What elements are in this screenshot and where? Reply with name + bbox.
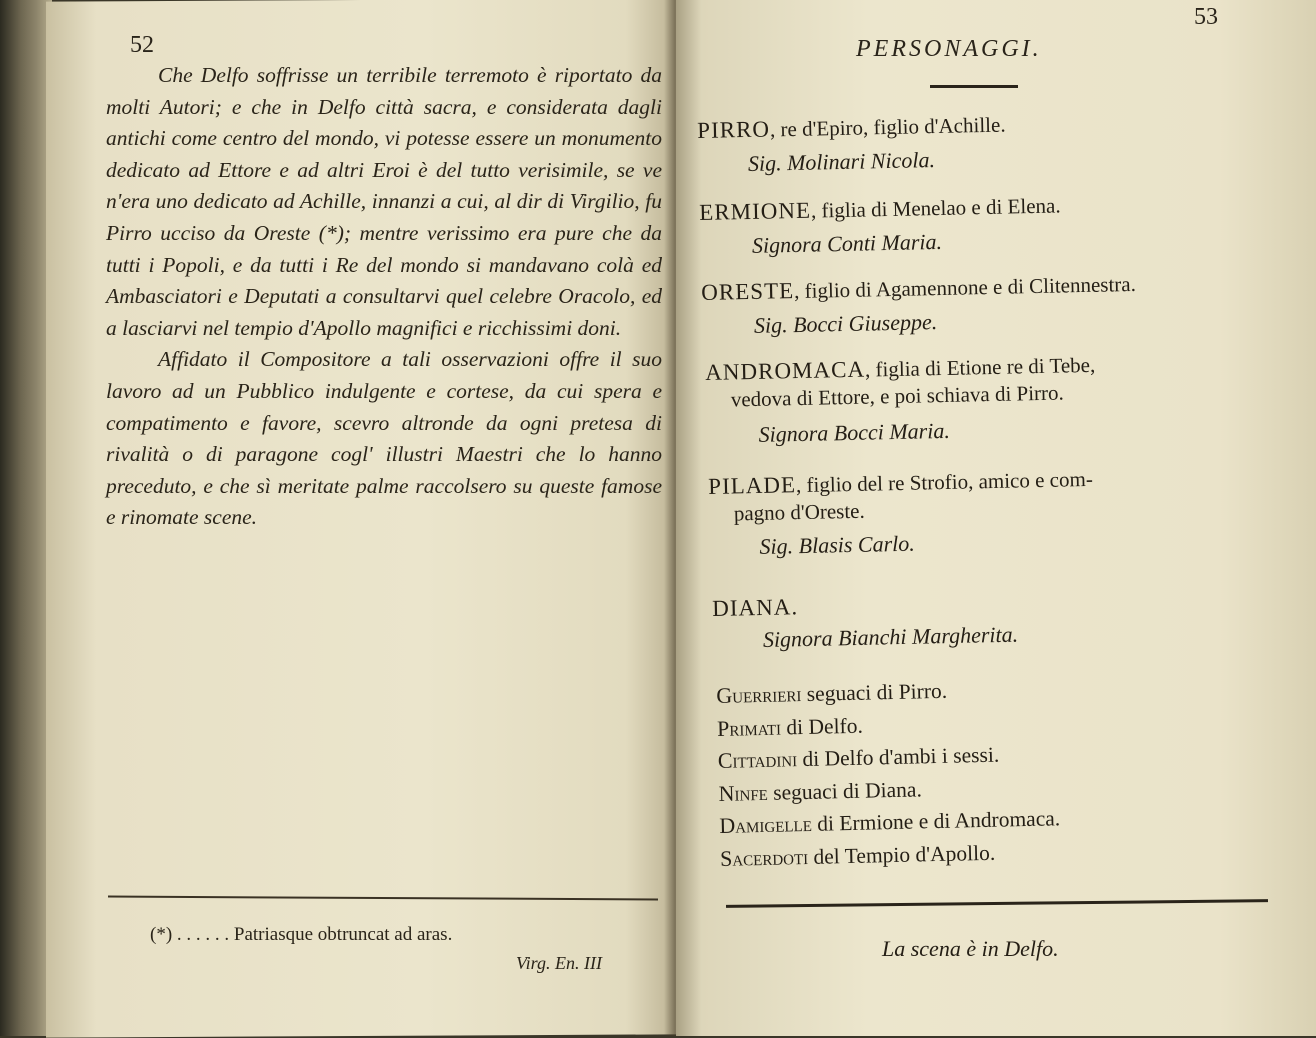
chorus-description: di Delfo.	[780, 713, 864, 740]
chorus-description: di Ermione e di Andromaca.	[811, 806, 1061, 836]
chorus-group: Primati	[716, 714, 782, 741]
cast-entry-diana	[712, 590, 1018, 654]
chorus-description: del Tempio d'Apollo.	[807, 840, 996, 869]
actor-name: Sig. Blasis Carlo.	[759, 530, 916, 559]
role-description-continued: vedova di Ettore, e poi schiava di Pirro.	[730, 380, 1065, 412]
chorus-group: Cittadini	[717, 746, 798, 773]
book-cover-edge	[0, 0, 52, 1036]
chorus-group: Ninfe	[718, 779, 769, 806]
cast-entry-andromaca	[705, 352, 1097, 449]
chorus-list	[716, 672, 1061, 875]
role-line	[697, 112, 1006, 144]
role-description: , figlio di Agamennone e di Clitennestra.	[793, 271, 1137, 304]
role-line	[712, 590, 1018, 622]
actor-name: Signora Conti Maria.	[751, 228, 943, 258]
right-page-number: 53	[1194, 4, 1218, 30]
role-description: , re d'Epiro, figlio d'Achille.	[769, 112, 1006, 142]
chorus-group: Sacerdoti	[719, 843, 809, 871]
actor-name: Signora Bianchi Margherita.	[762, 621, 1019, 652]
footnote-citation: Virg. En. III	[516, 953, 602, 973]
actor-name: Sig. Bocci Giuseppe.	[753, 309, 938, 338]
chorus-group: Damigelle	[719, 810, 813, 838]
footnote: (*) . . . . . . Patriasque obtruncat ad aras.	[150, 924, 453, 945]
page-heading: PERSONAGGI.	[856, 36, 1042, 62]
left-paragraph-2: Affidato il Compositore a tali osservazioni offre il suo lavoro ad un Pubblico indulgente e cortese, da cui spera e compatimento e favore, scevro altronde da ogni pretesa di rivalità o di paragone cogl' illustri Maestri che lo hanno preceduto, e che sì meritate palme raccolsero su queste famose e rinomate scene.	[106, 347, 662, 530]
role-name: PILADE	[708, 472, 797, 499]
heading-rule	[930, 85, 1018, 88]
cast-entry-pilade	[708, 466, 1094, 561]
scene-setting: La scena è in Delfo.	[882, 936, 1059, 961]
role-description: , figlia di Etione re di Tebe,	[864, 352, 1096, 382]
role-name: ORESTE	[701, 278, 795, 305]
role-description: , figlio del re Strofio, amico e com-	[795, 466, 1094, 498]
chorus-description: seguaci di Pirro.	[801, 678, 948, 707]
role-name: ERMIONE	[699, 197, 812, 225]
cast-entry-pirro	[697, 112, 1007, 178]
actor-name: Signora Bocci Maria.	[758, 417, 951, 447]
role-name: PIRRO	[697, 116, 771, 143]
cast-entry-oreste	[701, 271, 1137, 340]
actor-name: Sig. Molinari Nicola.	[747, 147, 936, 176]
chorus-description: di Delfo d'ambi i sessi.	[796, 742, 1000, 772]
chorus-description: seguaci di Diana.	[767, 776, 923, 805]
left-page-number: 52	[130, 32, 154, 58]
cast-entry-ermione	[699, 192, 1062, 260]
role-name: ANDROMACA	[705, 356, 866, 385]
left-paragraph-1: Che Delfo soffrisse un terribile terremoto è riportato da molti Autori; e che in Delfo città sacra, e considerata dagli antichi come centro del mondo, vi potesse essere un monumento dedicato ad Ettore e ad altri Eroi è del tutto verisimile, se ve n'era uno dedicato ad Achille, innanzi a cui, al dir di Virgilio, fu Pirro ucciso da Oreste (*); mentre verissimo era pure che da tutti i Popoli, e da tutti i Re del mondo si mandavano colà ed Ambasciatori e Deputati a consultarvi quel celebre Oracolo, ed a lasciarvi nel tempio d'Apollo magnifici e ricchissimi doni.	[106, 63, 662, 340]
role-description: , figlia di Menelao e di Elena.	[810, 193, 1061, 223]
role-name: DIANA.	[712, 594, 799, 621]
left-page-body	[106, 60, 662, 534]
chorus-group: Guerrieri	[716, 681, 802, 708]
role-description-continued: pagno d'Oreste.	[733, 498, 865, 526]
